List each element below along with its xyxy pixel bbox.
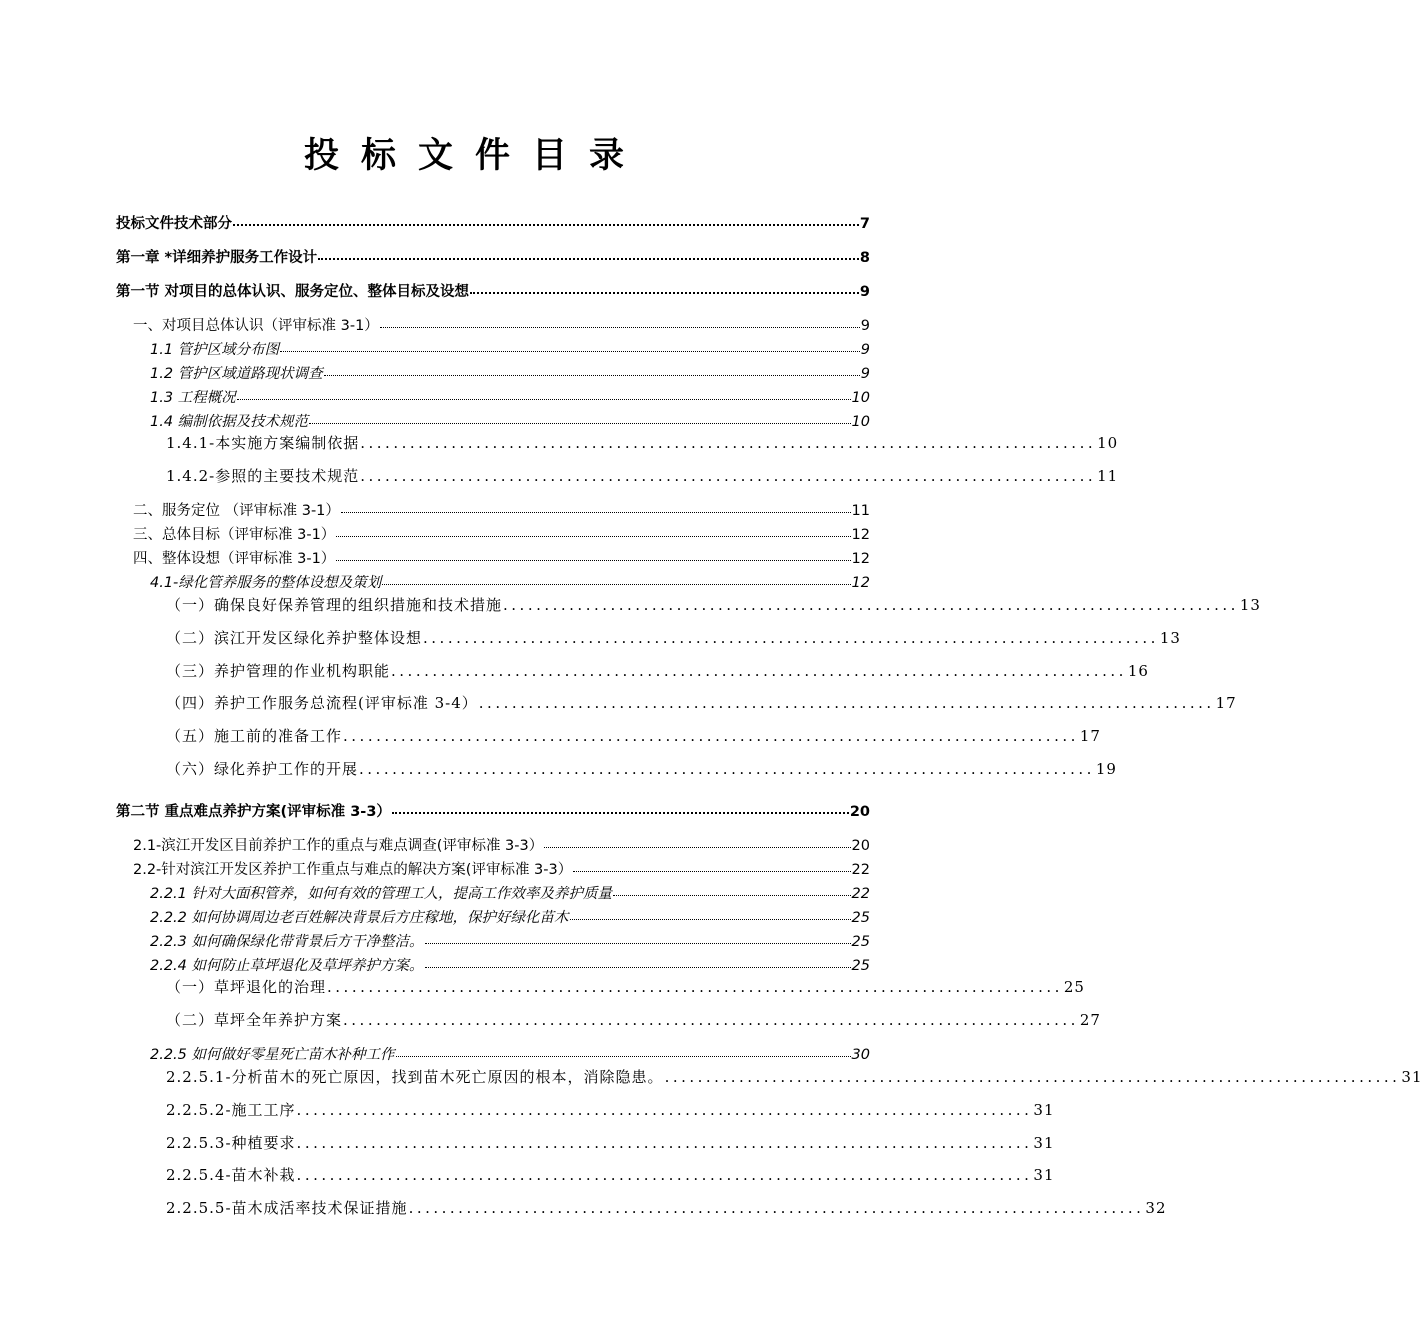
toc-page-number: 9 <box>860 342 870 358</box>
toc-entry[interactable] <box>150 930 870 951</box>
toc-entry-text: 三、总体目标（评审标准 3-1） <box>133 527 336 543</box>
toc-page-number: 13 <box>1239 596 1261 614</box>
toc-entry[interactable] <box>133 834 870 855</box>
toc-entry[interactable] <box>116 280 870 301</box>
toc-page-number: 17 <box>1215 694 1237 712</box>
toc-entry[interactable] <box>150 954 870 975</box>
toc-entry-text: 2.2.5.5-苗木成活率技术保证措施 <box>166 1199 408 1217</box>
toc-entry-text: （二）滨江开发区绿化养护整体设想 <box>166 629 423 647</box>
toc-entry[interactable] <box>166 1009 1101 1030</box>
toc-leader <box>336 535 850 537</box>
toc-page-number: 7 <box>859 216 870 232</box>
toc-entry[interactable] <box>166 976 1085 997</box>
toc-leader <box>318 257 859 260</box>
toc-page-number: 8 <box>859 250 870 266</box>
toc-page-number: 9 <box>860 366 870 382</box>
toc-leader <box>425 966 851 968</box>
toc-leader: ......................................................................................... <box>343 1011 1079 1029</box>
toc-leader: ......................................................................................... <box>664 1068 1401 1086</box>
toc-entry[interactable] <box>150 1043 870 1064</box>
toc-leader <box>470 291 859 294</box>
toc-page-number: 31 <box>1033 1166 1055 1184</box>
page-title: 投标文件目录 <box>303 136 646 176</box>
toc-leader <box>341 511 851 513</box>
toc-entry[interactable] <box>166 432 1119 453</box>
toc-entry-text: 1.4.1-本实施方案编制依据 <box>166 434 360 452</box>
toc-entry[interactable] <box>166 1132 1055 1153</box>
toc-entry[interactable] <box>166 758 1117 779</box>
toc-page-number: 31 <box>1033 1134 1055 1152</box>
toc-page-number: 25 <box>851 934 870 950</box>
toc-page-number: 27 <box>1079 1011 1101 1029</box>
toc-entry[interactable] <box>150 386 870 407</box>
toc-page-number: 9 <box>859 284 870 300</box>
toc-entry[interactable] <box>166 660 1149 681</box>
toc-page-number: 32 <box>1145 1199 1167 1217</box>
toc-leader: ......................................................................................... <box>360 467 1097 485</box>
toc-entry-text: 2.2.4 如何防止草坪退化及草坪养护方案。 <box>150 958 424 974</box>
toc-entry-text: （二）草坪全年养护方案 <box>166 1011 343 1029</box>
toc-entry[interactable] <box>133 858 870 879</box>
toc-entry-text: 2.2.5.1-分析苗木的死亡原因，找到苗木死亡原因的根本，消除隐患。 <box>166 1068 664 1086</box>
toc-entry-text: 2.1-滨江开发区目前养护工作的重点与难点调查(评审标准 3-3） <box>133 838 544 854</box>
toc-entry[interactable] <box>133 547 870 568</box>
toc-entry[interactable] <box>166 594 1261 615</box>
toc-leader: ......................................................................................... <box>503 596 1239 614</box>
toc-entry[interactable] <box>166 1164 1055 1185</box>
toc-leader <box>237 398 851 400</box>
toc-entry[interactable] <box>150 410 870 431</box>
toc-page-number: 11 <box>1097 467 1119 485</box>
toc-entry-text: 1.1 管护区域分布图 <box>150 342 280 358</box>
toc-entry-text: 2.2.5.2-施工工序 <box>166 1101 296 1119</box>
toc-entry-text: （三）养护管理的作业机构职能 <box>166 662 391 680</box>
toc-entry[interactable] <box>133 499 870 520</box>
toc-entry-text: （一）确保良好保养管理的组织措施和技术措施 <box>166 596 503 614</box>
toc-entry[interactable] <box>166 1066 1423 1087</box>
toc-leader: ......................................................................................... <box>327 978 1063 996</box>
toc-page-number: 10 <box>1097 434 1119 452</box>
toc-leader: ......................................................................................... <box>296 1134 1033 1152</box>
toc-entry[interactable] <box>166 692 1237 713</box>
toc-entry[interactable] <box>166 725 1101 746</box>
toc-entry-text: 2.2.1 针对大面积管养，如何有效的管理工人，提高工作效率及养护质量 <box>150 886 613 902</box>
toc-leader <box>336 559 850 561</box>
toc-entry-text: 2.2.2 如何协调周边老百姓解决背景后方庄稼地，保护好绿化苗木 <box>150 910 569 926</box>
toc-page-number: 9 <box>860 318 870 334</box>
toc-page-number: 11 <box>851 503 870 519</box>
toc-entry-text: 四、整体设想（评审标准 3-1） <box>133 551 336 567</box>
toc-leader <box>396 1055 851 1057</box>
toc-entry-text: 1.4 编制依据及技术规范 <box>150 414 309 430</box>
toc-entry[interactable] <box>166 1099 1055 1120</box>
toc-page-number: 31 <box>1033 1101 1055 1119</box>
toc-entry[interactable] <box>166 1197 1167 1218</box>
toc-leader <box>382 583 850 585</box>
toc-page-number: 17 <box>1079 727 1101 745</box>
toc-page-number: 22 <box>851 862 870 878</box>
toc-page-number: 12 <box>851 527 870 543</box>
toc-leader <box>380 326 860 328</box>
toc-entry[interactable] <box>166 465 1119 486</box>
toc-leader <box>233 223 859 226</box>
toc-page-number: 30 <box>851 1047 870 1063</box>
toc-entry-text: 2.2.5.3-种植要求 <box>166 1134 296 1152</box>
toc-entry-text: （五）施工前的准备工作 <box>166 727 343 745</box>
toc-entry[interactable] <box>116 800 870 821</box>
toc-page-number: 16 <box>1127 662 1149 680</box>
toc-leader <box>570 918 851 920</box>
toc-entry-text: 1.3 工程概况 <box>150 390 236 406</box>
toc-leader: ......................................................................................... <box>296 1101 1033 1119</box>
toc-entry-text: 第一章 *详细养护服务工作设计 <box>116 250 318 266</box>
toc-page-number: 10 <box>851 414 870 430</box>
toc-leader: ......................................................................................... <box>296 1166 1033 1184</box>
toc-leader <box>324 374 860 376</box>
toc-leader: ......................................................................................... <box>478 694 1215 712</box>
toc-entry[interactable] <box>133 314 870 335</box>
toc-entry-text: 2.2.5.4-苗木补栽 <box>166 1166 296 1184</box>
toc-leader: ......................................................................................... <box>408 1199 1145 1217</box>
toc-entry-text: 二、服务定位 （评审标准 3-1） <box>133 503 340 519</box>
toc-entry[interactable] <box>116 212 870 233</box>
toc-entry[interactable] <box>150 571 870 592</box>
toc-entry-text: 投标文件技术部分 <box>116 216 232 232</box>
toc-page-number: 19 <box>1095 760 1117 778</box>
toc-entry-text: 1.4.2-参照的主要技术规范 <box>166 467 360 485</box>
toc-leader <box>309 422 850 424</box>
toc-leader: ......................................................................................... <box>423 629 1159 647</box>
toc-page-number: 10 <box>851 390 870 406</box>
toc-page-number: 25 <box>851 910 870 926</box>
toc-page-number: 22 <box>851 886 870 902</box>
toc-leader <box>613 894 851 896</box>
toc-page-number: 20 <box>851 838 870 854</box>
toc-entry-text: 2.2-针对滨江开发区养护工作重点与难点的解决方案(评审标准 3-3） <box>133 862 573 878</box>
toc-leader: ......................................................................................... <box>343 727 1079 745</box>
toc-entry[interactable] <box>150 882 870 903</box>
toc-entry[interactable] <box>133 523 870 544</box>
toc-leader <box>573 870 850 872</box>
toc-entry-text: （六）绿化养护工作的开展 <box>166 760 359 778</box>
toc-leader <box>280 350 860 352</box>
toc-page-number: 25 <box>851 958 870 974</box>
toc-entry[interactable] <box>166 627 1181 648</box>
toc-leader <box>544 846 850 848</box>
toc-entry-text: 4.1-绿化管养服务的整体设想及策划 <box>150 575 382 591</box>
toc-entry[interactable] <box>116 246 870 267</box>
toc-entry[interactable] <box>150 338 870 359</box>
toc-entry-text: 2.2.5 如何做好零星死亡苗木补种工作 <box>150 1047 395 1063</box>
toc-page-number: 31 <box>1401 1068 1423 1086</box>
toc-entry-text: 第一节 对项目的总体认识、服务定位、整体目标及设想 <box>116 284 470 300</box>
toc-leader: ......................................................................................... <box>391 662 1127 680</box>
toc-leader <box>425 942 851 944</box>
toc-leader: ......................................................................................... <box>360 434 1097 452</box>
toc-entry-text: 一、对项目总体认识（评审标准 3-1） <box>133 318 379 334</box>
toc-entry-text: （四）养护工作服务总流程(评审标准 3-4） <box>166 694 478 712</box>
toc-page-number: 25 <box>1063 978 1085 996</box>
toc-page-number: 12 <box>851 551 870 567</box>
toc-entry[interactable] <box>150 906 870 927</box>
toc-entry-text: 1.2 管护区域道路现状调查 <box>150 366 323 382</box>
toc-entry-text: 2.2.3 如何确保绿化带背景后方干净整洁。 <box>150 934 424 950</box>
toc-entry-text: 第二节 重点难点养护方案(评审标准 3-3） <box>116 804 391 820</box>
toc-page-number: 13 <box>1159 629 1181 647</box>
toc-page-number: 20 <box>849 804 870 820</box>
toc-leader <box>392 811 849 814</box>
toc-entry[interactable] <box>150 362 870 383</box>
toc-leader: ......................................................................................... <box>359 760 1095 778</box>
toc-entry-text: （一）草坪退化的治理 <box>166 978 327 996</box>
toc-page-number: 12 <box>851 575 870 591</box>
